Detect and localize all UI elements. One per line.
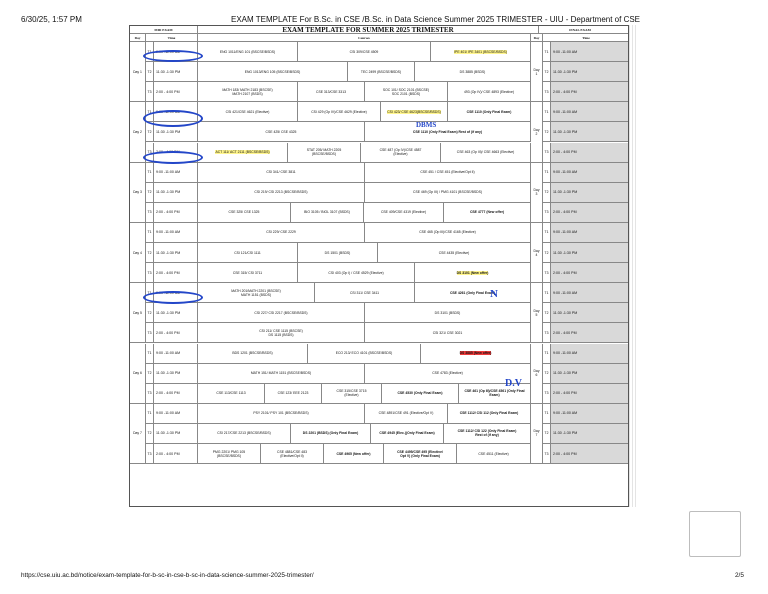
final-slot-label: T1 [543, 344, 551, 364]
final-slot-label: T3 [543, 323, 551, 343]
slot-label: T3 [146, 263, 154, 283]
course-cell: CSE 4511 (Elective) [457, 444, 531, 464]
final-time-col-header: Time [543, 34, 629, 42]
course-cell: CSI 227/ CSI 2217 (BSCSE/BSDS) [198, 303, 365, 323]
final-time-slot: 11:30 -1:30 PM [551, 183, 629, 203]
final-day-label: Day 6 [531, 344, 543, 404]
day-col-header: Day [130, 34, 146, 42]
final-day-label: Day 2 [531, 102, 543, 162]
course-cell: 493 (Op IV)/ CSE 4893 (Elective) [448, 82, 531, 102]
slot-label: T1 [146, 163, 154, 183]
course-cell: CSE 123/ EEE 2123 [265, 384, 322, 404]
course-cell: SOC 101/ SOC 2101 (BSCSE) SOC 2101 (BSDS) [365, 82, 448, 102]
pen-circle-mark [143, 110, 203, 127]
slot-label: T2 [146, 62, 154, 82]
time-slot: 2:00 - 4:00 PM [154, 203, 198, 223]
course-cell: CSI 403 (Op I) / CSE 4529 (Elective) [298, 263, 415, 283]
final-time-slot: 2:00 - 4:00 PM [551, 143, 629, 163]
final-slot-label: T2 [543, 243, 551, 263]
time-slot: 2:00 - 4:00 PM [154, 384, 198, 404]
time-slot: 11:30 -1:30 PM [154, 424, 198, 444]
slot-label: T1 [146, 102, 154, 122]
course-cell: CSE 461 (Op III)/CSE 4561 (Only Final Exam) [459, 384, 531, 404]
handwritten-annotation: N [490, 288, 498, 300]
course-cell: ECO 213/ ECO 4101 (BSCSE/BSDS) [308, 344, 421, 364]
course-cell: BIO 3105 / BIOL 3107 (BSDS) [291, 203, 364, 223]
course-cell: CSE 1112/ CSI 112 (Only Final Exam) [448, 404, 531, 424]
course-cell: CSE 1110 (Only Final Exam) [448, 102, 531, 122]
final-time-slot: 9:00 -11:00 AM [551, 283, 629, 303]
course-cell [431, 42, 531, 62]
final-time-slot: 11:30 -1:30 PM [551, 424, 629, 444]
final-time-slot: 11:30 -1:30 PM [551, 303, 629, 323]
course-cell: DS 3885 (BSDS) [415, 62, 531, 82]
course-cell: CSE 4783 (Elective) [365, 364, 531, 384]
final-time-slot: 2:00 - 4:00 PM [551, 203, 629, 223]
course-cell: CSI 229/ CSE 2229 [198, 223, 365, 243]
final-slot-label: T3 [543, 82, 551, 102]
course-cell: ENG 1011/ENG 101 (BSCSE/BSDS) [198, 42, 298, 62]
final-time-slot: 9:00 -11:00 AM [551, 223, 629, 243]
slot-label: T1 [146, 404, 154, 424]
course-cell: STAT 205/ MATH 2205 (BSCSE/BSDS) [288, 143, 361, 163]
course-cell [415, 263, 531, 283]
slot-label: T2 [146, 183, 154, 203]
course-cell: DS 3101 (BSDS) [365, 303, 531, 323]
course-cell: CSE 4435 (Elective) [378, 243, 531, 263]
course-cell: CSE 425/ CSE 4325 [198, 122, 365, 142]
time-slot: 9:00 -11:00 AM [154, 283, 198, 303]
final-time-slot: 11:30 -1:30 PM [551, 243, 629, 263]
pen-circle-mark [143, 50, 203, 62]
slot-label: T2 [146, 424, 154, 444]
time-slot: 2:00 - 4:00 PM [154, 82, 198, 102]
course-cell: CSE 465 (Op III)/CSE 4165 (Elective) [365, 223, 531, 243]
print-datetime: 6/30/25, 1:57 PM [21, 15, 82, 24]
final-slot-label: T3 [543, 444, 551, 464]
time-slot: 9:00 -11:00 AM [154, 223, 198, 243]
course-cell: DS 1501 (BSDS) [298, 243, 378, 263]
course-cell: CSI 309/CSE 4509 [298, 42, 431, 62]
course-cell: CSI 211/ CSE 1115 (BSCSE) DS 1115 (BSDS) [198, 323, 365, 343]
time-slot: 9:00 -11:00 AM [154, 42, 198, 62]
course-cell: BDS 1201 (BSCSE/BSDS) [198, 344, 308, 364]
final-time-slot: 9:00 -11:00 AM [551, 404, 629, 424]
final-slot-label: T1 [543, 163, 551, 183]
pdf-page-thumbnail-button[interactable] [689, 511, 741, 557]
course-cell: MATH 151/ MATH 1151 (BSCSE/BSDS) [198, 364, 365, 384]
time-slot: 2:00 - 4:00 PM [154, 444, 198, 464]
print-title: EXAM TEMPLATE For B.Sc. in CSE /B.Sc. in Data Science Summer 2025 TRIMESTER - UIU - Department of CSE [231, 15, 641, 24]
final-day-label: Day 1 [531, 42, 543, 102]
course-cell: CSE 315/ CSI 3711 [198, 263, 298, 283]
final-time-slot: 11:30 -1:30 PM [551, 364, 629, 384]
handwritten-annotation: DBMS [416, 121, 437, 129]
slot-label: T3 [146, 444, 154, 464]
final-slot-label: T1 [543, 283, 551, 303]
course-cell: CSI 421/CSE 4621 (Elective) [198, 102, 298, 122]
final-slot-label: T3 [543, 143, 551, 163]
course-cell: CSE 409/CSE 4319 (Elective) [364, 203, 444, 223]
time-slot: 9:00 -11:00 AM [154, 102, 198, 122]
pen-circle-mark [143, 291, 203, 304]
slot-label: T2 [146, 303, 154, 323]
pen-circle-mark [143, 151, 203, 164]
final-slot-label: T2 [543, 303, 551, 323]
final-slot-label: T2 [543, 122, 551, 142]
day-label: Day 1 [130, 42, 146, 102]
final-slot-label: T3 [543, 203, 551, 223]
course-cell [421, 344, 531, 364]
slot-label: T3 [146, 143, 154, 163]
highlight-mark: ACT 111/ ACT 2111 (BSCSE/BSDS) [215, 150, 270, 155]
course-cell: CSE 463 (Op III)/ CSE 4663 (Elective) [441, 143, 531, 163]
day-label: Day 2 [130, 102, 146, 162]
course-cell: CSE 469 (Op III) / PMG 4101 (BSCSE/BSDS) [365, 183, 531, 203]
course-cell: TEC 2499 (BSCSE/BSDS) [348, 62, 415, 82]
final-day-label: Day 7 [531, 404, 543, 464]
day-label: Day 7 [130, 404, 146, 464]
course-cell: CSI 219/ CSI 2213 (BSCSE/BSDS) [198, 183, 365, 203]
final-time-slot: 2:00 - 4:00 PM [551, 444, 629, 464]
course-cell: CSE 4777 (New offer) [444, 203, 531, 223]
course-cell [381, 102, 448, 122]
time-slot: 11:30 -1:30 PM [154, 364, 198, 384]
course-cell: CSE 487 (Op IV)/CSE 4587 (Elective) [361, 143, 441, 163]
time-slot: 11:30 -1:30 PM [154, 122, 198, 142]
day-label: Day 5 [130, 283, 146, 343]
slot-label: T3 [146, 82, 154, 102]
final-slot-label: T2 [543, 183, 551, 203]
final-time-slot: 11:30 -1:30 PM [551, 62, 629, 82]
final-slot-label: T2 [543, 62, 551, 82]
course-cell: ENG 1013/ENG 105 (BSCSE/BSDS) [198, 62, 348, 82]
course-cell: MATH 183/ MATH 2183 (BSCSE) MATH 2107 (BSDS) [198, 82, 298, 102]
course-cell: CSE 4891/CSE 491 (Elective/Opt V) [365, 404, 448, 424]
final-slot-label: T1 [543, 42, 551, 62]
course-cell: CSI 429 (Op IV)/CSE 4629 (Elective) [298, 102, 381, 122]
course-cell: CSE 4495/CSE 495 (Elective/ Opt V) (Only Final Exam) [384, 444, 457, 464]
time-slot: 9:00 -11:00 AM [154, 344, 198, 364]
slot-label: T1 [146, 283, 154, 303]
table-edge-stripe [629, 25, 638, 507]
print-url: https://cse.uiu.ac.bd/notice/exam-template-for-b-sc-in-cse-b-sc-in-data-science-summer-2025-trimester/ [21, 572, 314, 579]
course-cell: CSE 4881/CSE 483 (Elective/Opt II) [261, 444, 324, 464]
course-cell: CSE 451 / CSE 451 (Elective/Opt II) [365, 163, 531, 183]
course-cell: CSE 4965 (New offer) [324, 444, 384, 464]
final-day-label: Day 5 [531, 283, 543, 343]
final-time-slot: 9:00 -11:00 AM [551, 344, 629, 364]
final-slot-label: T2 [543, 364, 551, 384]
time-slot: 11:30 -1:30 PM [154, 303, 198, 323]
course-cell: CSE 4261 (Only Final Exam) [415, 283, 531, 303]
final-day-col-header: Day [531, 34, 543, 42]
course-cell [198, 143, 288, 163]
course-cell: CSI 217/CSE 2213 (BSCSE/BSDS) [198, 424, 291, 444]
final-time-slot: 9:00 -11:00 AM [551, 163, 629, 183]
course-cell: CSE 1112/ CSI 122 (Only Final Exam) Rest of (if any) [444, 424, 531, 444]
slot-label: T3 [146, 203, 154, 223]
course-cell: CSE 113/CSE 1113 [198, 384, 265, 404]
final-time-slot: 2:00 - 4:00 PM [551, 82, 629, 102]
course-cell: CSE 1110 (Only Final Exam) Rest of (if any) [365, 122, 531, 142]
course-cell: CSI 311/ CSE 3411 [315, 283, 415, 303]
course-cell: PMG 2201/ PMG 105 (BSCSE/BSDS) [198, 444, 261, 464]
course-cell: CSI 321/ CSE 3021 [365, 323, 531, 343]
final-day-label: Day 4 [531, 223, 543, 283]
slot-label: T1 [146, 223, 154, 243]
highlight-mark: DS 3101 (New offer) [456, 270, 489, 275]
highlight-mark: IPE 401/ IPE 3401 (BSCSE/BSDS) [454, 49, 507, 54]
day-label: Day 4 [130, 223, 146, 283]
final-slot-label: T1 [543, 102, 551, 122]
final-time-slot: 9:00 -11:00 AM [551, 102, 629, 122]
time-slot: 11:30 -1:30 PM [154, 183, 198, 203]
slot-label: T2 [146, 243, 154, 263]
highlight-mark: DS 3885 (New offer) [459, 351, 492, 356]
time-slot: 9:00 -11:00 AM [154, 163, 198, 183]
highlight-mark: CSI 423/ CSE 4623(BSCSE/BSDS) [387, 109, 441, 114]
final-slot-label: T3 [543, 384, 551, 404]
slot-label: T2 [146, 122, 154, 142]
course-cell: CSE 4945 (Elec.)(Only Final Exam) [371, 424, 444, 444]
course-cell: DS 2201 (BSDS) (Only Final Exam) [291, 424, 371, 444]
courses-col-header: Courses [198, 34, 531, 42]
schedule-title: EXAM TEMPLATE FOR SUMMER 2025 TRIMESTER [198, 26, 539, 34]
time-slot: 11:30 -1:30 PM [154, 243, 198, 263]
final-slot-label: T1 [543, 404, 551, 424]
course-cell: PSY 2101/ PSY 101 (BSCSE/BSDS) [198, 404, 365, 424]
course-cell: CSI 341/ CSE 3811 [198, 163, 365, 183]
final-slot-label: T2 [543, 424, 551, 444]
course-cell: CSE 315/CSE 3715 (Elective) [322, 384, 382, 404]
final-time-slot: 11:30 -1:30 PM [551, 122, 629, 142]
time-slot: 2:00 - 4:00 PM [154, 263, 198, 283]
time-slot: 2:00 - 4:00 PM [154, 323, 198, 343]
time-slot: 2:00 - 4:00 PM [154, 143, 198, 163]
slot-label: T3 [146, 323, 154, 343]
exam-schedule-table [129, 25, 629, 507]
day-label: Day 6 [130, 344, 146, 404]
final-slot-label: T1 [543, 223, 551, 243]
final-day-label: Day 3 [531, 163, 543, 223]
course-cell: CSI 121/CSI 1111 [198, 243, 298, 263]
print-page-number: 2/5 [735, 572, 744, 579]
day-label: Day 3 [130, 163, 146, 223]
slot-label: T2 [146, 364, 154, 384]
final-time-slot: 9:00 -11:00 AM [551, 42, 629, 62]
final-slot-label: T3 [543, 263, 551, 283]
handwritten-annotation: D.V [505, 378, 522, 389]
slot-label: T1 [146, 42, 154, 62]
course-cell: CSE 313/CSE 3313 [298, 82, 365, 102]
course-cell: CSE 4530 (Only Final Exam) [382, 384, 459, 404]
course-cell: CSE 325/ CSE 1325 [198, 203, 291, 223]
final-time-slot: 2:00 - 4:00 PM [551, 323, 629, 343]
final-time-slot: 2:00 - 4:00 PM [551, 384, 629, 404]
slot-label: T3 [146, 384, 154, 404]
mid-exam-header: MID EXAM [130, 26, 198, 34]
time-col-header: Time [146, 34, 198, 42]
slot-label: T1 [146, 344, 154, 364]
time-slot: 9:00 -11:00 AM [154, 404, 198, 424]
time-slot: 11:30 -1:30 PM [154, 62, 198, 82]
final-exam-header: FINAL EXAM [531, 26, 629, 34]
final-time-slot: 2:00 - 4:00 PM [551, 263, 629, 283]
course-cell: MATH 201/MATH 2201 (BSCSE) MATH 1151 (BSDS) [198, 283, 315, 303]
